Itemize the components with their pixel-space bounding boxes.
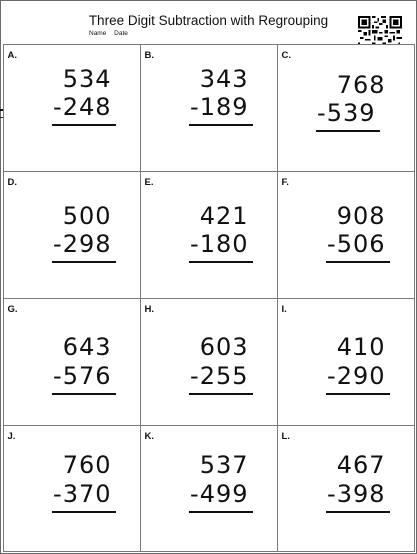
subtrahend: -576 — [53, 361, 112, 390]
name-label: Name — [89, 30, 107, 37]
answer-line — [189, 393, 253, 395]
answer-line — [326, 511, 390, 513]
minuend: 760 — [62, 450, 112, 479]
minuend: 410 — [336, 332, 386, 361]
minuend: 500 — [62, 201, 112, 230]
problem-letter: H. — [144, 303, 154, 315]
subtrahend: -298 — [53, 229, 112, 258]
minuend: 908 — [336, 201, 386, 230]
minuend: 537 — [199, 450, 249, 479]
problem-letter: E. — [144, 176, 154, 188]
minuend: 768 — [336, 70, 386, 99]
problem-cell-b — [140, 44, 278, 172]
problem-letter: F. — [281, 176, 289, 188]
problem-letter: J. — [7, 430, 16, 442]
worksheet-title: Three Digit Subtraction with Regrouping — [88, 13, 329, 28]
minuend: 467 — [336, 450, 386, 479]
name-date-line — [89, 30, 128, 37]
answer-line — [52, 124, 116, 126]
problem-letter: A. — [7, 49, 17, 61]
minuend: 603 — [199, 332, 249, 361]
problem-cell-j — [3, 425, 141, 552]
problem-cell-k — [140, 425, 278, 552]
problem-cell-g — [3, 298, 141, 426]
problem-letter: L. — [281, 430, 290, 442]
problem-grid — [3, 44, 414, 551]
answer-line — [316, 130, 380, 132]
problem-cell-i — [277, 298, 415, 426]
answer-line — [52, 511, 116, 513]
problem-cell-f — [277, 171, 415, 299]
problem-cell-c — [277, 44, 415, 172]
subtrahend: -398 — [327, 479, 386, 508]
worksheet-header — [1, 1, 416, 41]
subtrahend: -189 — [190, 92, 249, 121]
subtrahend: -506 — [327, 229, 386, 258]
subtrahend: -370 — [53, 479, 112, 508]
answer-line — [52, 393, 116, 395]
answer-line — [189, 261, 253, 263]
minuend: 343 — [199, 64, 249, 93]
minuend: 421 — [199, 201, 249, 230]
answer-line — [326, 393, 390, 395]
subtrahend: -499 — [190, 479, 249, 508]
problem-cell-d — [3, 171, 141, 299]
problem-letter: C. — [281, 49, 291, 61]
problem-letter: G. — [7, 303, 18, 315]
problem-cell-e — [140, 171, 278, 299]
problem-letter: B. — [144, 49, 154, 61]
answer-line — [189, 511, 253, 513]
subtrahend: -248 — [53, 92, 112, 121]
problem-cell-h — [140, 298, 278, 426]
minuend: 643 — [62, 332, 112, 361]
subtrahend: -180 — [190, 229, 249, 258]
problem-letter: D. — [7, 176, 17, 188]
minuend: 534 — [62, 64, 112, 93]
problem-cell-l — [277, 425, 415, 552]
subtrahend: -539 — [317, 98, 376, 127]
answer-line — [326, 261, 390, 263]
subtrahend: -290 — [327, 361, 386, 390]
answer-line — [52, 261, 116, 263]
answer-line — [189, 124, 253, 126]
problem-letter: I. — [281, 303, 287, 315]
problem-cell-a — [3, 44, 141, 172]
date-label: Date — [114, 30, 128, 37]
problem-letter: K. — [144, 430, 154, 442]
subtrahend: -255 — [190, 361, 249, 390]
